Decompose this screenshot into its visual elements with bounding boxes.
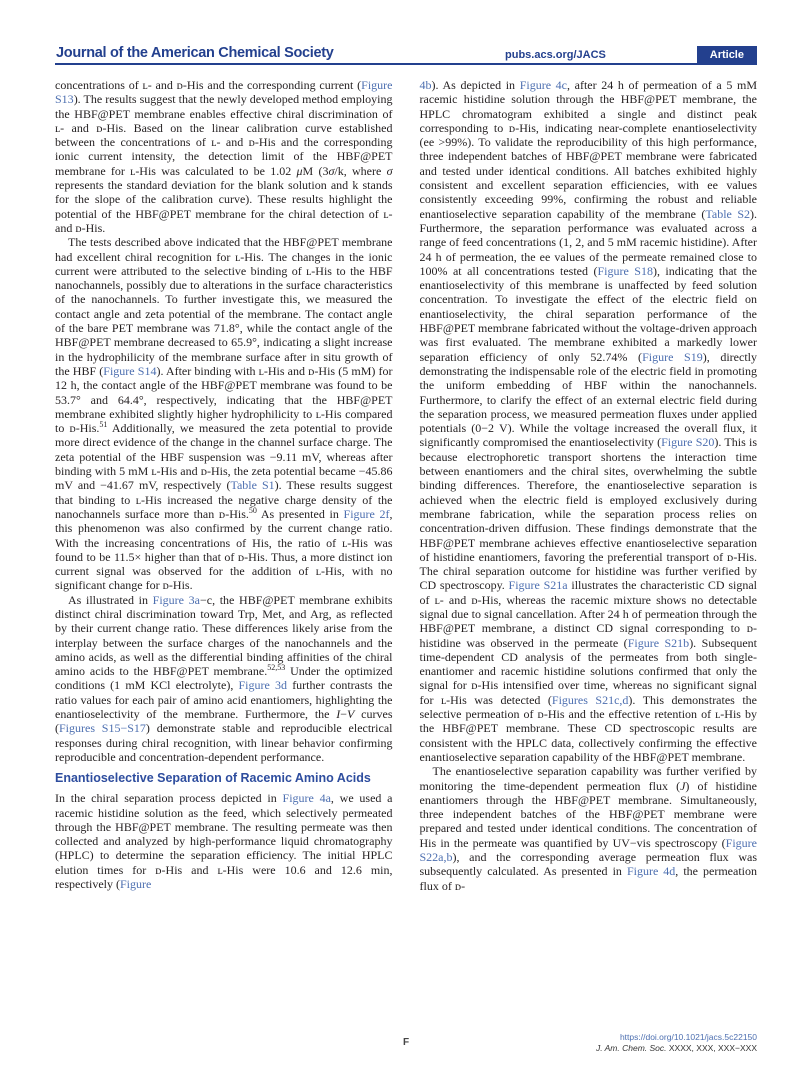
text-segment: 50 bbox=[248, 505, 257, 515]
inline-link[interactable]: Figure 2f bbox=[343, 506, 390, 521]
inline-link[interactable]: Figure bbox=[119, 877, 152, 892]
inline-link[interactable]: Figure 3a bbox=[152, 592, 200, 607]
inline-link[interactable]: Figure 4d bbox=[626, 864, 676, 879]
text-segment: ). After binding with ʟ-His and ᴅ-His (5 mM) for 12 h, the contact angle of the HBF@PET membrane was found to be 53.7° and 64.4°, respectively, indicating that the HBF@PET membrane exhibited slightly higher hydrophilicity to ʟ-His compared to ᴅ-His. bbox=[55, 363, 393, 436]
text-segment: ). The results suggest that the newly developed method employing the HBF@PET membrane enables effective chiral discrimination of ʟ- and ᴅ-His. Based on the linear calibration curve established between the concentrations of ʟ- and ᴅ-His and the corresponding ionic current intensity, the detection limit of the HBF@PET membrane for ʟ-His was calculated to be 1.02 bbox=[55, 92, 393, 178]
text-segment: 51 bbox=[99, 420, 108, 430]
inline-link[interactable]: 4b bbox=[419, 78, 432, 92]
text-segment: μ bbox=[296, 163, 303, 178]
inline-link[interactable]: Figure S14 bbox=[103, 363, 157, 378]
inline-link[interactable]: Figures S15−S17 bbox=[59, 721, 146, 736]
text-segment: XXXX, XXX, XXX−XXX bbox=[666, 1042, 757, 1053]
paragraph bbox=[420, 764, 758, 893]
text-segment: σ bbox=[386, 163, 393, 178]
text-segment: ). This is because electrophoretic transport shortens the interaction time between enantiomers and the chiral sites, overwhelming the subtle binding differences. Therefore, the enantioselective separation is achieved when the electric field is employed exclusively during membrane fabrication, while the separation process relies on concentration-driven diffusion. These findings demonstrate that the HBF@PET membrane achieves effective enantioselective separation of histidine enantiomers, favoring the preferential transport of ᴅ-His. The chiral separation outcome for histidine was further verified by CD spectroscopy. bbox=[419, 435, 757, 593]
column-right bbox=[420, 78, 758, 893]
inline-link[interactable]: Table S1 bbox=[230, 478, 275, 493]
text-segment: J bbox=[680, 778, 686, 793]
article-type-badge: Article bbox=[697, 46, 757, 65]
inline-link[interactable]: Figure 4a bbox=[282, 791, 331, 806]
inline-link[interactable]: Figure S13 bbox=[55, 78, 393, 107]
paragraph bbox=[55, 791, 393, 891]
journal-url-link[interactable]: pubs.acs.org/JACS bbox=[505, 49, 606, 61]
text-segment: ). This demonstrates the selective permeation of ᴅ-His and the effective retention of ʟ-His by the HBF@PET membrane. These CD spectroscopic results are consistent with the HPLC data, collectively confirming the effective enantioselective separation capability of the HBF@PET membrane. bbox=[419, 692, 757, 764]
text-segment: illustrates the characteristic CD signal of ʟ- and ᴅ-His, whereas the racemic mixture shows no detectable signal due to signal cancellation. After 24 h of permeation through the HBF@PET membrane, a distinct CD signal corresponding to ᴅ-histidine was observed in the permeate ( bbox=[419, 578, 757, 650]
inline-link[interactable]: Figure S21a bbox=[508, 578, 568, 593]
paragraph bbox=[55, 78, 393, 235]
text-segment: concentrations of ʟ- and ᴅ-His and the corresponding current ( bbox=[55, 78, 362, 92]
text-segment: represents the standard deviation for the blank solution and k stands for the slope of the calibration curve). These results highlight the potential of the HBF@PET membrane for the chiral detection of ʟ- and ᴅ-His. bbox=[55, 178, 393, 235]
text-segment: J. Am. Chem. Soc. bbox=[595, 1042, 667, 1053]
inline-link[interactable]: Figure S22a,b bbox=[419, 835, 757, 865]
header-rule bbox=[55, 63, 757, 65]
text-segment: The tests described above indicated that the HBF@PET membrane had excellent chiral recognition for ʟ-His. The changes in the ionic current were attributed to the selective binding of ʟ-His to the HBF nanochannels, possibly due to alterations in the surface characteristics of the nanochannels. To further investigate this, we measured the contact angle and zeta potential of the membrane. The contact angle of the bare PET membrane was 71.8°, while the contact angle of the HBF@PET membrane decreased to 65.9°, indicating a slight increase in the hydrophilicity of the membrane surface after in situ growth of the HBF ( bbox=[55, 235, 393, 378]
text-segment: , we used a racemic histidine solution as the feed, which selectively permeated through the HBF@PET membrane. The resulting permeate was then collected and analyzed by high-performance liquid chromatography (HPLC) to determine the separation efficiency. The initial HPLC elution times for ᴅ-His and ʟ-His were 10.6 and 12.6 min, respectively ( bbox=[55, 791, 393, 892]
inline-link[interactable]: Figure 4c bbox=[519, 78, 567, 92]
section-heading: Enantioselective Separation of Racemic Amino Acids bbox=[55, 771, 371, 786]
text-segment: , after 24 h of permeation of a 5 mM racemic histidine solution through the HBF@PET membrane, the HPLC chromatogram exhibited a single and distinct peak corresponding to ᴅ-His, indicating near-complete enantioselectivity (ee >99%). To validate the reproducibility of this high performance, three independent batches of HBF@PET membrane were fabricated and tested under identical conditions. All batches exhibited highly consistent and excellent separation efficiencies, with ee values consistently exceeding 99%, confirming the robust and reliable enantioselective separation capability of the membrane ( bbox=[419, 78, 758, 221]
page-header bbox=[55, 42, 757, 64]
text-segment: V bbox=[347, 707, 355, 722]
text-segment: Under the optimized conditions (1 mM KCl electrolyte), bbox=[55, 664, 393, 693]
citation-block bbox=[596, 1032, 757, 1053]
text-segment: I bbox=[336, 707, 341, 722]
text-segment: M (3 bbox=[302, 163, 329, 178]
text-segment: ) demonstrate stable and reproducible electrical responses during chiral recognition, with linear behavior confirming reproducible and concentration-dependent performance. bbox=[55, 721, 393, 764]
text-segment: σ bbox=[328, 163, 335, 178]
text-segment: ). As depicted in bbox=[431, 78, 520, 92]
inline-link[interactable]: Figure 3d bbox=[238, 678, 288, 693]
page-number: F bbox=[402, 1037, 410, 1048]
journal-title: Journal of the American Chemical Society bbox=[56, 45, 334, 61]
text-segment: ), directly demonstrating the indispensable role of the electric field in promoting the uniform embedding of HBF within the nanochannels. Furthermore, to clarify the effect of an external electric field during the separation process, we measured permeation fluxes under applied potentials (0−2 V). While the voltage increased the overall flux, it significantly compromised the enantioselectivity ( bbox=[419, 349, 757, 450]
text-segment: ). These results suggest that binding to ʟ-His increased the negative charge density of the nanochannels surface more than ᴅ-His. bbox=[55, 478, 393, 521]
inline-link[interactable]: Figure S21b bbox=[627, 635, 690, 650]
inline-link[interactable]: Figure S20 bbox=[661, 435, 715, 450]
article-body bbox=[55, 78, 757, 893]
doi-link[interactable]: https://doi.org/10.1021/jacs.5c22150 bbox=[619, 1032, 757, 1042]
text-segment: ). Subsequent time-dependent CD analysis of the permeates from both single-enantiomer and racemic histidine solutions confirmed that only the signal for ᴅ-His intensified over time, whereas no significant signal for ʟ-His was detected ( bbox=[419, 635, 757, 707]
text-segment: ), and the corresponding average permeation flux was subsequently calculated. As presented in bbox=[419, 850, 757, 879]
paragraph bbox=[420, 78, 758, 764]
journal-citation bbox=[596, 1043, 757, 1054]
paragraph bbox=[55, 235, 393, 592]
inline-link[interactable]: Figure S18 bbox=[597, 263, 653, 278]
text-segment: 52,53 bbox=[267, 663, 286, 673]
text-segment: curves ( bbox=[55, 707, 393, 736]
text-segment: ), indicating that the enantioselectivity of this membrane is unaffected by feed solution concentration. To investigate the effect of the electric field on enantioselectivity, the chiral separation performance of the HBF@PET membrane fabricated without the voltage-driven approach was first evaluated. The membrane exhibited a markedly lower separation efficiency of only 52.74% ( bbox=[419, 263, 758, 364]
text-segment: Additionally, we measured the zeta potential to provide more direct evidence of the change in the channel surface charge. The zeta potential of the HBF suspension was −9.11 mV, whereas after binding with 5 mM ʟ-His and ᴅ-His, the zeta potential became −45.86 mV and −41.67 mV, respectively ( bbox=[55, 421, 393, 493]
text-segment: As presented in bbox=[256, 506, 344, 521]
column-left bbox=[55, 78, 393, 893]
text-segment: − bbox=[340, 707, 348, 722]
inline-link[interactable]: Figure S19 bbox=[642, 349, 703, 364]
page-footer bbox=[55, 1030, 757, 1060]
text-segment: In the chiral separation process depicted in bbox=[55, 791, 283, 806]
text-segment: further contrasts the ratio values for each pair of amino acid enantiomers, highlighting the enantioselectivity of the membrane. Furthermore, the bbox=[55, 678, 393, 722]
text-segment: −c, the HBF@PET membrane exhibits distinct chiral discrimination toward Trp, Met, and Arg, as reflected by their current change ratio. These differences likely arise from the interplay between the surface charges of the nanochannels and the amino acids, as well as the differential binding affinities of the chiral amino acids to the HBF@PET membrane. bbox=[55, 592, 393, 679]
text-segment: ) of histidine enantiomers through the HBF@PET membrane. Simultaneously, three independent batches of the HBF@PET membrane were prepared and tested under identical conditions. The concentration of His in the permeate was quantified by UV−vis spectroscopy ( bbox=[419, 778, 758, 850]
text-segment: The enantioselective separation capability was further verified by monitoring the time-dependent permeation flux ( bbox=[419, 764, 757, 793]
text-segment: /k, where bbox=[334, 163, 387, 178]
text-segment: ). Furthermore, the separation performance was evaluated across a range of feed concentrations (1, 2, and 5 mM racemic histidine). After 24 h of permeation, the ee values of the permeate remained close to 100% at all concentrations tested ( bbox=[419, 206, 758, 278]
text-segment: , this phenomenon was also confirmed by the current change ratio. With the increasing concentrations of His, the ratio of ʟ-His was found to be 11.5× higher than that of ᴅ-His. Thus, a more distinct ion current signal was observed for the addition of ʟ-His, with no significant change for ᴅ-His. bbox=[55, 506, 393, 593]
inline-link[interactable]: Figures S21c,d bbox=[551, 692, 629, 707]
inline-link[interactable]: Table S2 bbox=[705, 206, 751, 221]
text-segment: As illustrated in bbox=[68, 592, 153, 607]
paragraph bbox=[55, 593, 393, 765]
text-segment: , the permeation flux of ᴅ- bbox=[419, 864, 757, 893]
